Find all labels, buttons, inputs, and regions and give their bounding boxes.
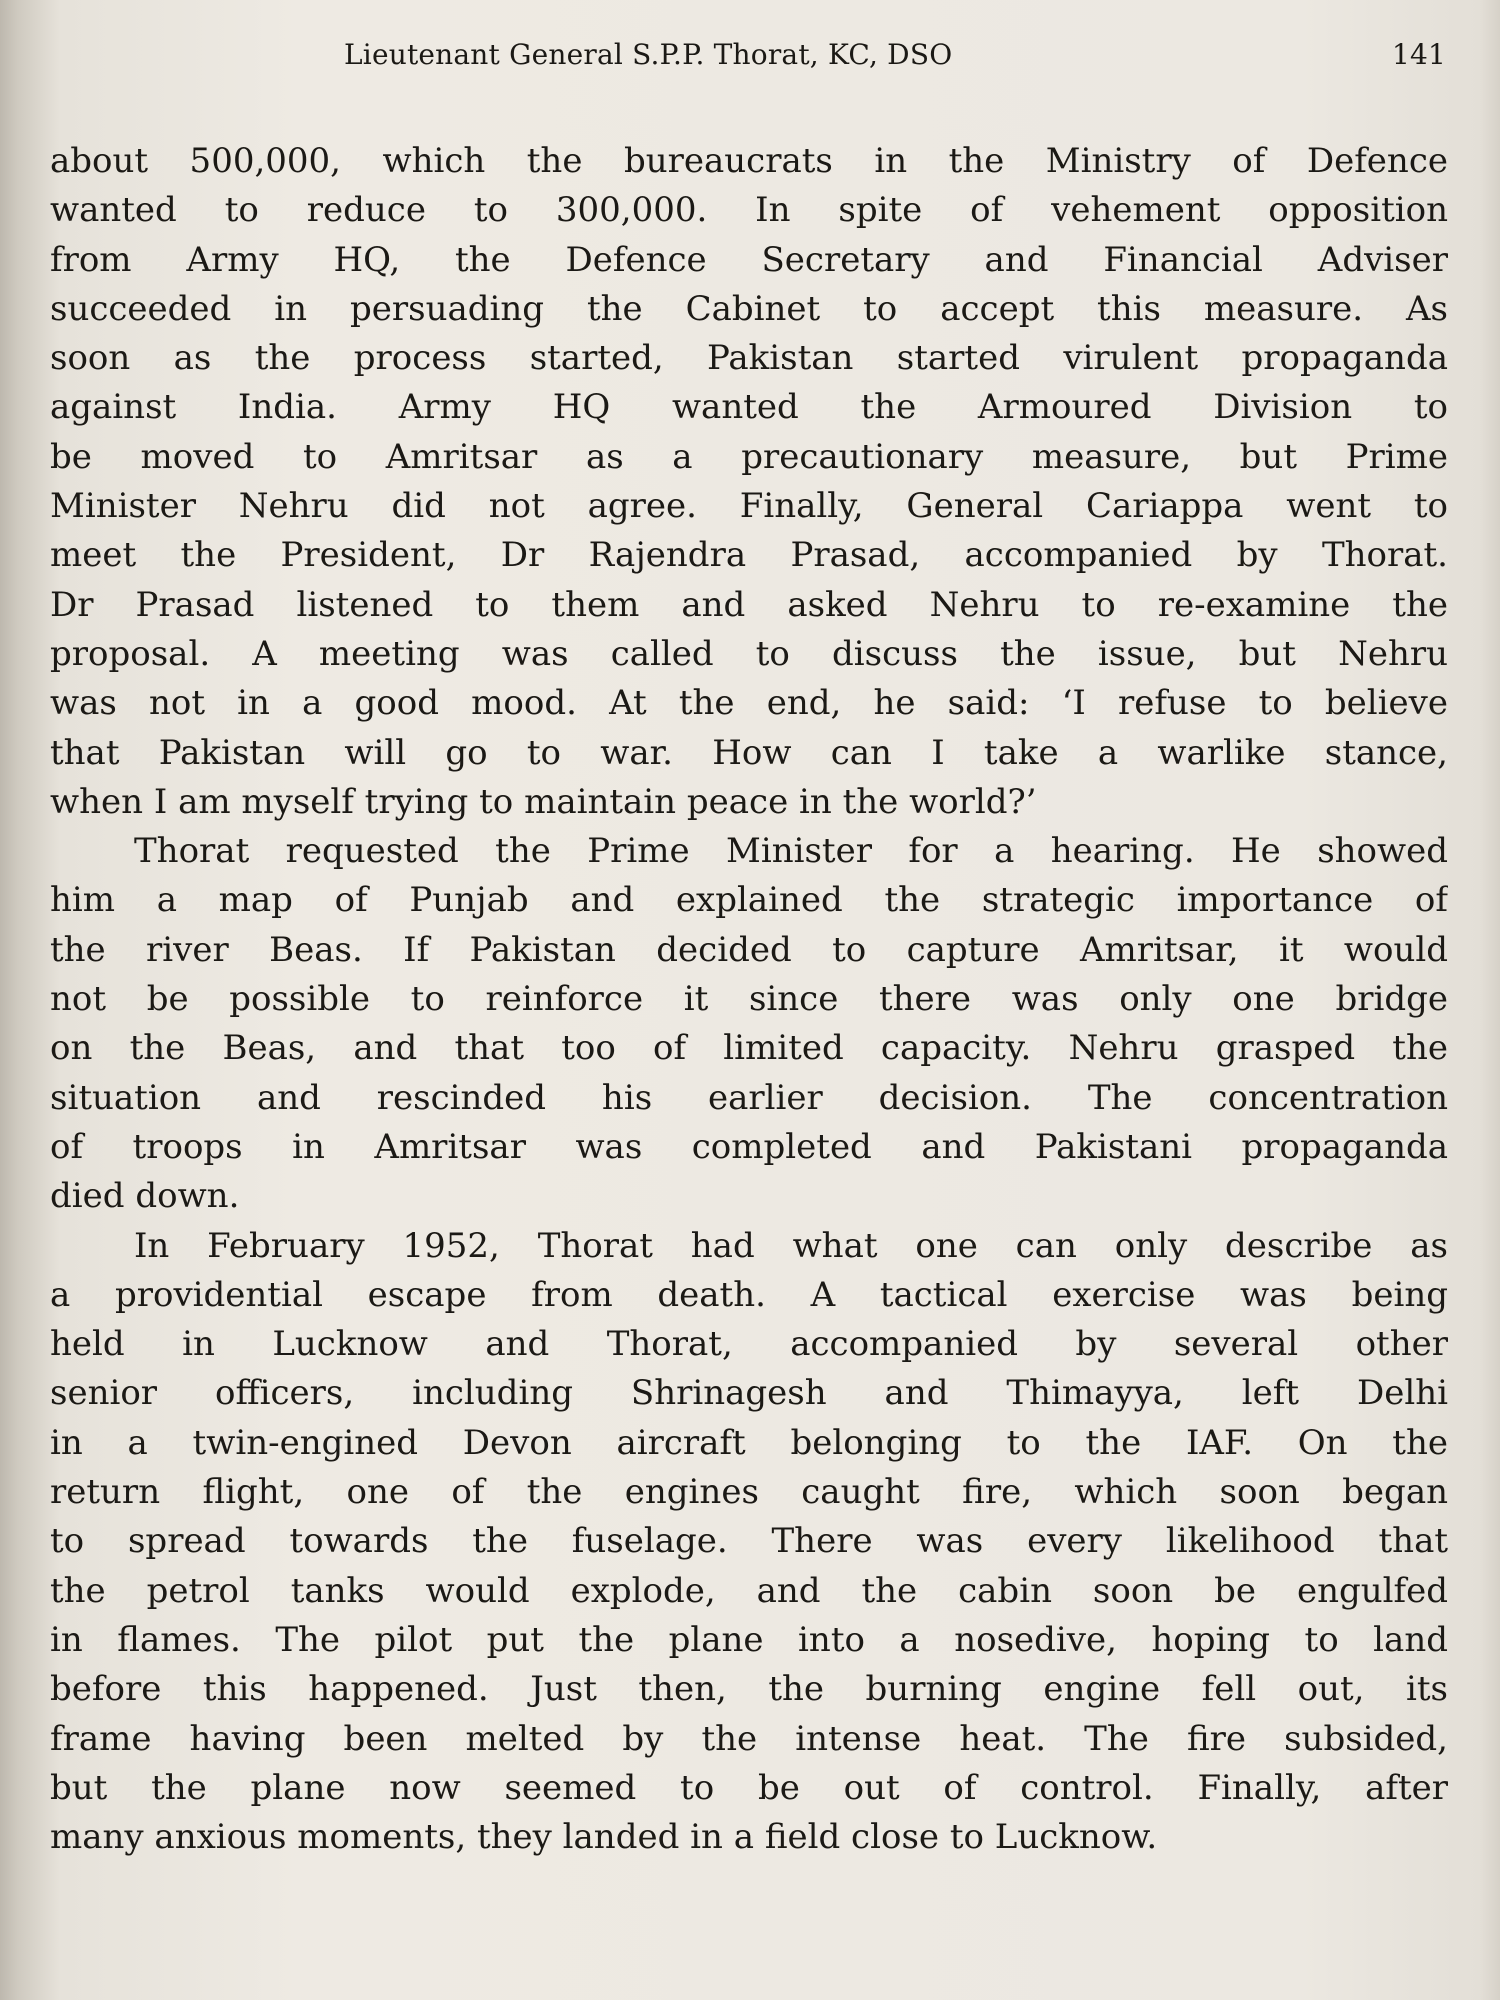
- text-line: wanted to reduce to 300,000. In spite of vehement opposition: [50, 190, 1448, 231]
- text-line: Minister Nehru did not agree. Finally, General Cariappa went to: [50, 486, 1448, 527]
- text-line: him a map of Punjab and explained the strategic importance of: [50, 880, 1448, 921]
- text-line: in a twin-engined Devon aircraft belonging to the IAF. On the: [50, 1422, 1448, 1463]
- text-line: the river Beas. If Pakistan decided to capture Amritsar, it would: [50, 929, 1448, 970]
- text-line: died down.: [50, 1176, 240, 1217]
- text-line: in flames. The pilot put the plane into a nosedive, hoping to land: [50, 1619, 1448, 1660]
- text-line: the petrol tanks would explode, and the cabin soon be engulfed: [50, 1570, 1448, 1611]
- running-head-title: Lieutenant General S.P.P. Thorat, KC, DSO: [344, 38, 953, 71]
- text-line: In February 1952, Thorat had what one can only describe as: [134, 1225, 1448, 1266]
- text-line: to spread towards the fuselage. There was every likelihood that: [50, 1521, 1448, 1562]
- text-line: but the plane now seemed to be out of control. Finally, after: [50, 1767, 1448, 1808]
- text-line: from Army HQ, the Defence Secretary and Financial Adviser: [50, 239, 1448, 280]
- text-line: be moved to Amritsar as a precautionary measure, but Prime: [50, 436, 1448, 477]
- text-line: against India. Army HQ wanted the Armoured Division to: [50, 387, 1448, 428]
- text-line: about 500,000, which the bureaucrats in the Ministry of Defence: [50, 141, 1448, 181]
- body-text: [50, 137, 1448, 1862]
- text-line: senior officers, including Shrinagesh and Thimayya, left Delhi: [50, 1373, 1448, 1414]
- text-line: when I am myself trying to maintain peace in the world?’: [50, 781, 1037, 822]
- text-line: was not in a good mood. At the end, he said: ‘I refuse to believe: [50, 683, 1448, 724]
- text-line: frame having been melted by the intense heat. The fire subsided,: [50, 1718, 1448, 1759]
- text-line: situation and rescinded his earlier decision. The concentration: [50, 1077, 1448, 1118]
- text-line: Thorat requested the Prime Minister for a hearing. He showed: [134, 831, 1448, 872]
- text-line: before this happened. Just then, the burning engine fell out, its: [50, 1669, 1448, 1710]
- text-line: that Pakistan will go to war. How can I take a warlike stance,: [50, 732, 1448, 773]
- text-line: not be possible to reinforce it since there was only one bridge: [50, 979, 1448, 1020]
- running-head: [344, 38, 1446, 78]
- text-line: many anxious moments, they landed in a field close to Lucknow.: [50, 1817, 1158, 1858]
- text-line: return flight, one of the engines caught fire, which soon began: [50, 1472, 1448, 1513]
- text-line: on the Beas, and that too of limited capacity. Nehru grasped the: [50, 1028, 1448, 1069]
- page-number: 141: [1391, 38, 1446, 71]
- text-line: meet the President, Dr Rajendra Prasad, accompanied by Thorat.: [50, 535, 1448, 576]
- text-line: held in Lucknow and Thorat, accompanied by several other: [50, 1324, 1448, 1365]
- text-line: of troops in Amritsar was completed and Pakistani propaganda: [50, 1126, 1448, 1167]
- text-line: Dr Prasad listened to them and asked Nehru to re-examine the: [50, 584, 1448, 625]
- text-line: proposal. A meeting was called to discuss the issue, but Nehru: [50, 633, 1448, 674]
- text-line: soon as the process started, Pakistan started virulent propaganda: [50, 338, 1448, 379]
- text-line: succeeded in persuading the Cabinet to accept this measure. As: [50, 288, 1448, 329]
- text-line: a providential escape from death. A tactical exercise was being: [50, 1274, 1448, 1315]
